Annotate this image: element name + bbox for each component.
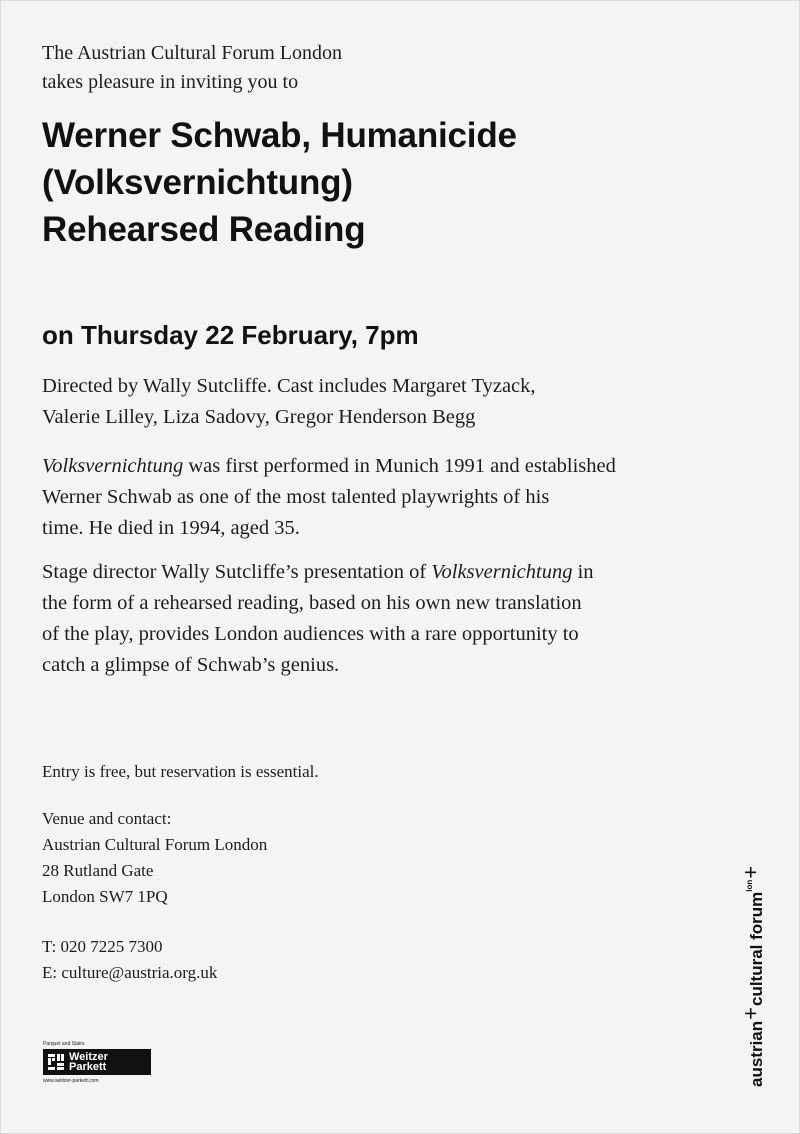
- entry-note: Entry is free, but reservation is essential.: [42, 762, 319, 781]
- presentation-line-1: [42, 557, 742, 588]
- sponsor-caption: Parquet and Stairs: [43, 1041, 85, 1047]
- venue-name: Austrian Cultural Forum London: [42, 835, 268, 854]
- event-date: on Thursday 22 February, 7pm: [42, 320, 419, 350]
- logo-plus-mark-end: +: [738, 865, 763, 879]
- title-line-1: Werner Schwab, Humanicide: [42, 116, 517, 155]
- play-title-italic: Volksvernichtung: [42, 455, 184, 477]
- presentation-line-2: the form of a rehearsed reading, based on his own new translation: [42, 592, 582, 614]
- play-title-italic: Volksvernichtung: [431, 561, 573, 583]
- about-paragraph: [42, 451, 742, 544]
- sponsor-url: www.weitzer-parkett.com: [43, 1078, 99, 1084]
- intro-text: [42, 39, 342, 97]
- title-line-2: (Volksvernichtung): [42, 163, 353, 202]
- logo-word-forum: forum: [747, 891, 766, 940]
- sponsor-name-line-2: Parkett: [69, 1061, 107, 1073]
- austrian-cultural-forum-logo: [738, 865, 770, 1087]
- venue-city: London SW7 1PQ: [42, 887, 168, 906]
- presentation-line-1-start: Stage director Wally Sutcliffe’s presentation of: [42, 561, 432, 583]
- cast-line-1: Directed by Wally Sutcliffe. Cast includes Margaret Tyzack,: [42, 375, 536, 397]
- presentation-paragraph: [42, 557, 742, 681]
- event-title: [42, 112, 517, 253]
- sponsor-logo-box: [43, 1049, 151, 1075]
- about-line-1-rest: was first performed in Munich 1991 and established: [183, 455, 616, 477]
- logo-word-cultural: cultural: [747, 944, 766, 1006]
- about-line-2: Werner Schwab as one of the most talented playwrights of his: [42, 486, 550, 508]
- sponsor-logo: [43, 1041, 153, 1084]
- venue-heading: Venue and contact:: [42, 809, 172, 828]
- intro-line-1: The Austrian Cultural Forum London: [42, 42, 342, 64]
- parquet-pattern-icon: [47, 1053, 65, 1071]
- about-line-1: [42, 451, 742, 482]
- contact-email: E: culture@austria.org.uk: [42, 963, 218, 982]
- logo-word-austrian: austrian: [747, 1020, 766, 1087]
- presentation-line-4: catch a glimpse of Schwab’s genius.: [42, 654, 340, 676]
- logo-superscript-lon: lon: [745, 879, 754, 892]
- venue-block: [42, 806, 267, 910]
- venue-street: 28 Rutland Gate: [42, 861, 154, 880]
- intro-line-2: takes pleasure in inviting you to: [42, 71, 299, 93]
- about-line-3: time. He died in 1994, aged 35.: [42, 517, 300, 539]
- logo-plus-mark: +: [738, 1007, 763, 1020]
- contact-phone: T: 020 7225 7300: [42, 937, 163, 956]
- cast-line-2: Valerie Lilley, Liza Sadovy, Gregor Henderson Begg: [42, 406, 476, 428]
- presentation-line-3: of the play, provides London audiences with a rare opportunity to: [42, 623, 579, 645]
- sponsor-name-line-1: Weitzer: [69, 1051, 108, 1063]
- cast-paragraph: [42, 371, 742, 433]
- presentation-line-1-end: in: [572, 561, 594, 583]
- contact-block: [42, 934, 217, 986]
- title-line-3: Rehearsed Reading: [42, 210, 366, 249]
- sponsor-name: [69, 1052, 108, 1072]
